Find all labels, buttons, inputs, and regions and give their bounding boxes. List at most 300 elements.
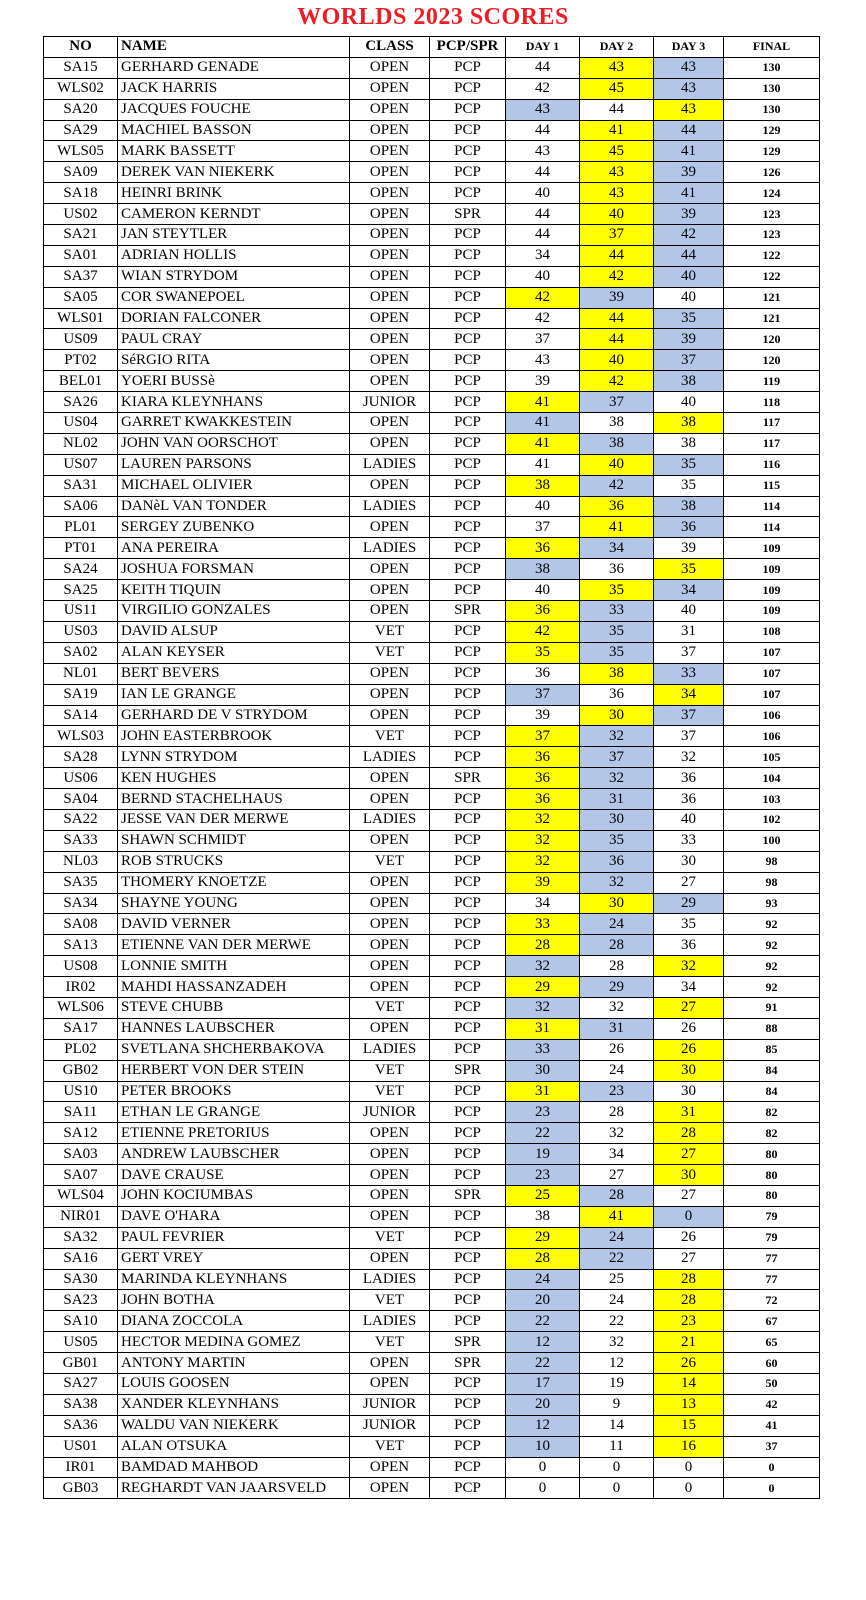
cell-day2: 32 [580, 726, 654, 747]
cell-day2: 31 [580, 1018, 654, 1039]
cell-day1: 43 [506, 350, 580, 371]
cell-name: MACHIEL BASSON [118, 120, 350, 141]
cell-pcp-spr: PCP [430, 1478, 506, 1499]
cell-class: OPEN [350, 1123, 430, 1144]
cell-day2: 38 [580, 413, 654, 434]
cell-final: 109 [724, 580, 820, 601]
cell-pcp-spr: PCP [430, 350, 506, 371]
cell-day1: 40 [506, 496, 580, 517]
cell-final: 114 [724, 496, 820, 517]
cell-name: SERGEY ZUBENKO [118, 517, 350, 538]
table-row [44, 1248, 820, 1269]
table-row [44, 1394, 820, 1415]
cell-class: JUNIOR [350, 1102, 430, 1123]
cell-day3: 31 [654, 1102, 724, 1123]
cell-final: 77 [724, 1248, 820, 1269]
cell-class: OPEN [350, 705, 430, 726]
cell-day2: 23 [580, 1081, 654, 1102]
cell-name: ETIENNE PRETORIUS [118, 1123, 350, 1144]
cell-final: 82 [724, 1102, 820, 1123]
cell-name: ALAN KEYSER [118, 642, 350, 663]
cell-pcp-spr: PCP [430, 642, 506, 663]
cell-pcp-spr: PCP [430, 559, 506, 580]
cell-no: US07 [44, 454, 118, 475]
table-row [44, 851, 820, 872]
cell-name: LOUIS GOOSEN [118, 1374, 350, 1395]
cell-no: SA11 [44, 1102, 118, 1123]
cell-name: MARK BASSETT [118, 141, 350, 162]
cell-pcp-spr: PCP [430, 956, 506, 977]
cell-no: SA30 [44, 1269, 118, 1290]
cell-day1: 36 [506, 747, 580, 768]
cell-day2: 44 [580, 99, 654, 120]
cell-pcp-spr: PCP [430, 392, 506, 413]
cell-class: LADIES [350, 496, 430, 517]
table-row [44, 893, 820, 914]
cell-name: KEITH TIQUIN [118, 580, 350, 601]
cell-class: OPEN [350, 1478, 430, 1499]
table-row [44, 392, 820, 413]
cell-class: OPEN [350, 1248, 430, 1269]
cell-class: OPEN [350, 956, 430, 977]
cell-day1: 39 [506, 371, 580, 392]
cell-no: SA07 [44, 1165, 118, 1186]
cell-class: OPEN [350, 57, 430, 78]
cell-day1: 10 [506, 1436, 580, 1457]
cell-no: NL02 [44, 433, 118, 454]
cell-final: 80 [724, 1144, 820, 1165]
cell-day2: 41 [580, 120, 654, 141]
cell-final: 92 [724, 914, 820, 935]
cell-class: OPEN [350, 99, 430, 120]
cell-day3: 37 [654, 350, 724, 371]
cell-day1: 17 [506, 1374, 580, 1395]
cell-pcp-spr: PCP [430, 1374, 506, 1395]
cell-day3: 26 [654, 1353, 724, 1374]
cell-name: COR SWANEPOEL [118, 287, 350, 308]
cell-final: 107 [724, 663, 820, 684]
cell-no: SA35 [44, 872, 118, 893]
cell-final: 107 [724, 642, 820, 663]
cell-name: JOHN KOCIUMBAS [118, 1185, 350, 1206]
cell-name: PETER BROOKS [118, 1081, 350, 1102]
table-row [44, 621, 820, 642]
cell-name: HERBERT VON DER STEIN [118, 1060, 350, 1081]
cell-class: OPEN [350, 433, 430, 454]
cell-day1: 41 [506, 433, 580, 454]
cell-day2: 43 [580, 162, 654, 183]
cell-no: US09 [44, 329, 118, 350]
cell-day2: 12 [580, 1353, 654, 1374]
cell-day2: 36 [580, 559, 654, 580]
table-row [44, 78, 820, 99]
cell-name: MARINDA KLEYNHANS [118, 1269, 350, 1290]
cell-day1: 37 [506, 684, 580, 705]
cell-name: JOHN VAN OORSCHOT [118, 433, 350, 454]
cell-day1: 35 [506, 642, 580, 663]
cell-name: DEREK VAN NIEKERK [118, 162, 350, 183]
cell-pcp-spr: PCP [430, 141, 506, 162]
cell-no: WLS06 [44, 997, 118, 1018]
cell-final: 85 [724, 1039, 820, 1060]
header-row [44, 37, 820, 58]
cell-day2: 32 [580, 997, 654, 1018]
cell-day3: 34 [654, 977, 724, 998]
cell-day2: 43 [580, 183, 654, 204]
cell-final: 79 [724, 1227, 820, 1248]
cell-day1: 36 [506, 789, 580, 810]
cell-day2: 35 [580, 580, 654, 601]
cell-pcp-spr: PCP [430, 997, 506, 1018]
table-row [44, 789, 820, 810]
cell-no: SA10 [44, 1311, 118, 1332]
cell-day3: 37 [654, 726, 724, 747]
cell-final: 91 [724, 997, 820, 1018]
table-row [44, 977, 820, 998]
cell-class: OPEN [350, 977, 430, 998]
table-row [44, 601, 820, 622]
cell-day2: 32 [580, 1123, 654, 1144]
cell-name: CAMERON KERNDT [118, 204, 350, 225]
cell-class: OPEN [350, 308, 430, 329]
cell-no: SA08 [44, 914, 118, 935]
table-row [44, 1415, 820, 1436]
cell-class: OPEN [350, 266, 430, 287]
cell-day3: 39 [654, 204, 724, 225]
cell-day1: 37 [506, 726, 580, 747]
table-row [44, 1206, 820, 1227]
cell-final: 92 [724, 935, 820, 956]
cell-day3: 39 [654, 162, 724, 183]
cell-no: SA21 [44, 225, 118, 246]
table-row [44, 99, 820, 120]
cell-day1: 42 [506, 287, 580, 308]
cell-class: OPEN [350, 663, 430, 684]
cell-no: BEL01 [44, 371, 118, 392]
cell-class: OPEN [350, 350, 430, 371]
cell-day1: 42 [506, 308, 580, 329]
cell-pcp-spr: PCP [430, 245, 506, 266]
cell-day1: 0 [506, 1478, 580, 1499]
cell-final: 117 [724, 413, 820, 434]
table-row [44, 245, 820, 266]
cell-pcp-spr: PCP [430, 935, 506, 956]
cell-name: REGHARDT VAN JAARSVELD [118, 1478, 350, 1499]
cell-no: GB03 [44, 1478, 118, 1499]
cell-day1: 39 [506, 872, 580, 893]
cell-pcp-spr: PCP [430, 538, 506, 559]
cell-day3: 30 [654, 851, 724, 872]
cell-day2: 24 [580, 1290, 654, 1311]
cell-day2: 0 [580, 1478, 654, 1499]
header-day1: DAY 1 [506, 37, 580, 58]
cell-day2: 35 [580, 621, 654, 642]
cell-final: 118 [724, 392, 820, 413]
cell-day1: 22 [506, 1311, 580, 1332]
cell-name: HEINRI BRINK [118, 183, 350, 204]
cell-day1: 29 [506, 977, 580, 998]
cell-day1: 34 [506, 245, 580, 266]
cell-class: LADIES [350, 538, 430, 559]
table-row [44, 57, 820, 78]
table-row [44, 329, 820, 350]
cell-day3: 36 [654, 789, 724, 810]
cell-class: OPEN [350, 1144, 430, 1165]
cell-pcp-spr: PCP [430, 872, 506, 893]
cell-class: OPEN [350, 684, 430, 705]
cell-day2: 29 [580, 977, 654, 998]
table-row [44, 538, 820, 559]
cell-class: VET [350, 1081, 430, 1102]
cell-day3: 38 [654, 496, 724, 517]
table-row [44, 1374, 820, 1395]
cell-day3: 28 [654, 1123, 724, 1144]
cell-no: US03 [44, 621, 118, 642]
cell-pcp-spr: PCP [430, 893, 506, 914]
cell-pcp-spr: PCP [430, 413, 506, 434]
cell-day3: 40 [654, 809, 724, 830]
cell-pcp-spr: PCP [430, 1457, 506, 1478]
table-row [44, 1018, 820, 1039]
cell-day3: 35 [654, 454, 724, 475]
table-row [44, 914, 820, 935]
cell-name: GARRET KWAKKESTEIN [118, 413, 350, 434]
table-row [44, 726, 820, 747]
cell-class: LADIES [350, 1269, 430, 1290]
table-row [44, 413, 820, 434]
cell-day1: 44 [506, 225, 580, 246]
table-row [44, 956, 820, 977]
cell-final: 109 [724, 601, 820, 622]
cell-name: ROB STRUCKS [118, 851, 350, 872]
table-row [44, 1290, 820, 1311]
cell-day1: 32 [506, 851, 580, 872]
cell-final: 114 [724, 517, 820, 538]
cell-pcp-spr: PCP [430, 809, 506, 830]
cell-final: 60 [724, 1353, 820, 1374]
table-row [44, 475, 820, 496]
cell-pcp-spr: PCP [430, 705, 506, 726]
cell-day2: 26 [580, 1039, 654, 1060]
cell-name: PAUL CRAY [118, 329, 350, 350]
cell-name: DAVID VERNER [118, 914, 350, 935]
cell-class: VET [350, 1290, 430, 1311]
cell-name: ETHAN LE GRANGE [118, 1102, 350, 1123]
table-row [44, 287, 820, 308]
cell-no: SA36 [44, 1415, 118, 1436]
cell-no: SA20 [44, 99, 118, 120]
cell-no: US05 [44, 1332, 118, 1353]
cell-no: SA25 [44, 580, 118, 601]
cell-day2: 38 [580, 663, 654, 684]
cell-pcp-spr: PCP [430, 1144, 506, 1165]
cell-final: 108 [724, 621, 820, 642]
cell-no: GB01 [44, 1353, 118, 1374]
table-row [44, 768, 820, 789]
cell-day2: 36 [580, 684, 654, 705]
cell-pcp-spr: PCP [430, 475, 506, 496]
cell-class: OPEN [350, 287, 430, 308]
header-class: CLASS [350, 37, 430, 58]
cell-day3: 0 [654, 1457, 724, 1478]
table-row [44, 809, 820, 830]
cell-day2: 14 [580, 1415, 654, 1436]
cell-pcp-spr: SPR [430, 601, 506, 622]
cell-class: OPEN [350, 371, 430, 392]
cell-day3: 35 [654, 475, 724, 496]
cell-class: OPEN [350, 1018, 430, 1039]
cell-final: 42 [724, 1394, 820, 1415]
cell-name: THOMERY KNOETZE [118, 872, 350, 893]
cell-day2: 27 [580, 1165, 654, 1186]
table-row [44, 830, 820, 851]
cell-day2: 22 [580, 1248, 654, 1269]
cell-class: OPEN [350, 935, 430, 956]
table-row [44, 433, 820, 454]
cell-day1: 30 [506, 1060, 580, 1081]
cell-day2: 11 [580, 1436, 654, 1457]
cell-name: GERT VREY [118, 1248, 350, 1269]
cell-no: SA16 [44, 1248, 118, 1269]
cell-name: JOHN EASTERBROOK [118, 726, 350, 747]
header-name: NAME [118, 37, 350, 58]
cell-day1: 41 [506, 454, 580, 475]
cell-day3: 26 [654, 1018, 724, 1039]
cell-no: SA34 [44, 893, 118, 914]
cell-name: PAUL FEVRIER [118, 1227, 350, 1248]
cell-class: LADIES [350, 454, 430, 475]
cell-day3: 34 [654, 580, 724, 601]
cell-final: 0 [724, 1457, 820, 1478]
cell-class: OPEN [350, 517, 430, 538]
cell-day3: 36 [654, 768, 724, 789]
cell-day2: 40 [580, 454, 654, 475]
cell-name: ANA PEREIRA [118, 538, 350, 559]
cell-pcp-spr: PCP [430, 1123, 506, 1144]
cell-no: SA22 [44, 809, 118, 830]
cell-pcp-spr: PCP [430, 266, 506, 287]
cell-day2: 31 [580, 789, 654, 810]
cell-no: US04 [44, 413, 118, 434]
cell-name: SHAYNE YOUNG [118, 893, 350, 914]
table-row [44, 1332, 820, 1353]
cell-class: LADIES [350, 747, 430, 768]
cell-final: 0 [724, 1478, 820, 1499]
cell-class: VET [350, 1060, 430, 1081]
cell-no: WLS04 [44, 1185, 118, 1206]
cell-name: BERT BEVERS [118, 663, 350, 684]
cell-no: SA37 [44, 266, 118, 287]
cell-final: 121 [724, 287, 820, 308]
cell-day3: 27 [654, 997, 724, 1018]
cell-final: 107 [724, 684, 820, 705]
cell-pcp-spr: PCP [430, 120, 506, 141]
cell-day1: 38 [506, 1206, 580, 1227]
cell-no: SA32 [44, 1227, 118, 1248]
cell-final: 120 [724, 350, 820, 371]
cell-final: 106 [724, 705, 820, 726]
cell-day1: 22 [506, 1123, 580, 1144]
cell-class: LADIES [350, 1311, 430, 1332]
cell-day3: 39 [654, 329, 724, 350]
cell-name: JAN STEYTLER [118, 225, 350, 246]
cell-class: OPEN [350, 475, 430, 496]
cell-day2: 40 [580, 204, 654, 225]
cell-final: 37 [724, 1436, 820, 1457]
cell-class: OPEN [350, 580, 430, 601]
cell-day2: 33 [580, 601, 654, 622]
cell-no: IR01 [44, 1457, 118, 1478]
table-row [44, 1478, 820, 1499]
cell-final: 130 [724, 57, 820, 78]
table-row [44, 141, 820, 162]
cell-no: NIR01 [44, 1206, 118, 1227]
cell-final: 109 [724, 559, 820, 580]
cell-final: 103 [724, 789, 820, 810]
cell-pcp-spr: PCP [430, 1227, 506, 1248]
cell-day3: 40 [654, 266, 724, 287]
cell-no: US06 [44, 768, 118, 789]
cell-day3: 38 [654, 433, 724, 454]
cell-final: 105 [724, 747, 820, 768]
cell-pcp-spr: PCP [430, 1081, 506, 1102]
cell-day3: 26 [654, 1039, 724, 1060]
cell-final: 88 [724, 1018, 820, 1039]
cell-name: LYNN STRYDOM [118, 747, 350, 768]
cell-day3: 35 [654, 559, 724, 580]
cell-final: 65 [724, 1332, 820, 1353]
cell-name: ANDREW LAUBSCHER [118, 1144, 350, 1165]
cell-class: OPEN [350, 329, 430, 350]
cell-final: 115 [724, 475, 820, 496]
cell-class: OPEN [350, 1353, 430, 1374]
cell-no: SA05 [44, 287, 118, 308]
cell-name: WIAN STRYDOM [118, 266, 350, 287]
cell-day3: 39 [654, 538, 724, 559]
cell-day3: 36 [654, 517, 724, 538]
cell-day1: 43 [506, 99, 580, 120]
table-row [44, 1311, 820, 1332]
cell-day3: 23 [654, 1311, 724, 1332]
cell-pcp-spr: PCP [430, 663, 506, 684]
cell-day1: 41 [506, 413, 580, 434]
cell-day1: 29 [506, 1227, 580, 1248]
cell-day3: 35 [654, 914, 724, 935]
table-row [44, 266, 820, 287]
cell-class: OPEN [350, 601, 430, 622]
cell-class: VET [350, 1332, 430, 1353]
cell-day3: 40 [654, 601, 724, 622]
table-row [44, 183, 820, 204]
cell-class: OPEN [350, 830, 430, 851]
cell-final: 122 [724, 266, 820, 287]
cell-no: GB02 [44, 1060, 118, 1081]
cell-final: 130 [724, 99, 820, 120]
cell-day1: 36 [506, 768, 580, 789]
cell-no: SA03 [44, 1144, 118, 1165]
cell-day1: 44 [506, 162, 580, 183]
cell-class: VET [350, 726, 430, 747]
cell-no: SA26 [44, 392, 118, 413]
cell-name: DAVID ALSUP [118, 621, 350, 642]
cell-no: US01 [44, 1436, 118, 1457]
cell-pcp-spr: PCP [430, 1394, 506, 1415]
cell-name: HANNES LAUBSCHER [118, 1018, 350, 1039]
cell-final: 98 [724, 851, 820, 872]
cell-day3: 31 [654, 621, 724, 642]
cell-day3: 34 [654, 684, 724, 705]
header-pcp-spr: PCP/SPR [430, 37, 506, 58]
